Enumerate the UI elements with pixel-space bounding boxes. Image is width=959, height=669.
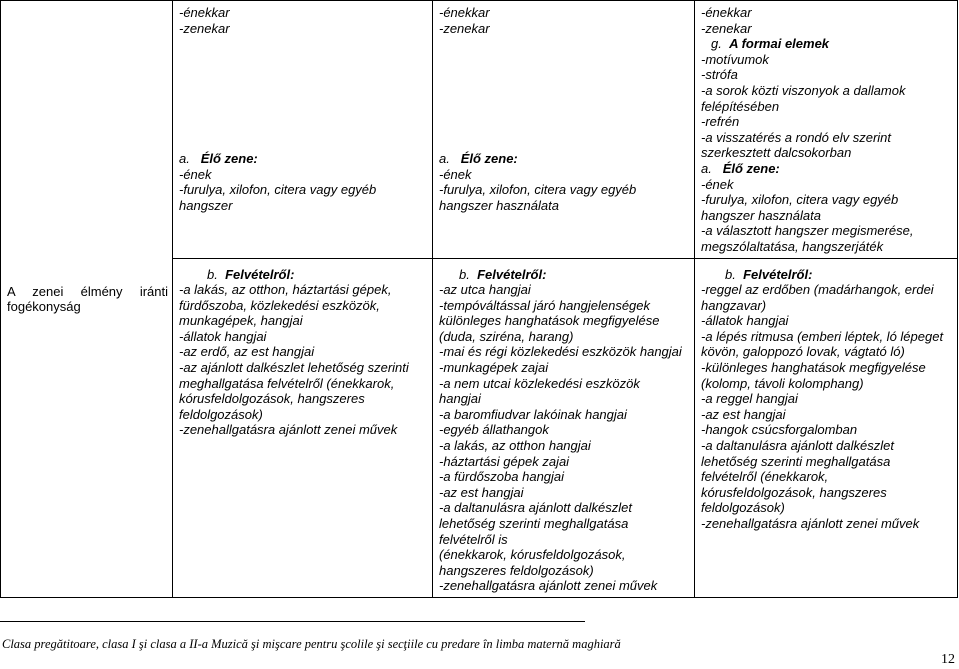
list-item: -zenekar <box>701 20 752 36</box>
page-number: 12 <box>941 652 955 667</box>
row-label-line: fogékonyság <box>7 299 81 315</box>
list-item: -a daltanulásra ajánlott dalkészlet <box>701 438 894 454</box>
list-item: (énekkarok, kórusfeldolgozások, <box>439 547 626 563</box>
cell-col1-bottom <box>173 258 433 597</box>
list-item: -furulya, xilofon, citera vagy egyéb <box>439 182 637 198</box>
list-item: különleges hanghatások megfigyelése <box>439 313 660 329</box>
list-item: szerkesztett dalcsokorban <box>701 145 852 161</box>
list-item: megszólaltatása, hangszerjáték <box>701 238 884 254</box>
list-item: -a fürdőszoba hangjai <box>439 469 565 485</box>
list-item: -a daltanulásra ajánlott dalkészlet <box>439 500 632 516</box>
section-heading: b. Felvételről: <box>459 266 547 282</box>
list-item: meghallgatása felvételről (énekkarok, <box>179 375 395 391</box>
cell-col2-top <box>433 1 695 259</box>
list-item: -zenekar <box>439 20 490 36</box>
list-item: -ének <box>701 176 734 192</box>
section-heading: a. Élő zene: <box>179 151 258 167</box>
row-label-cell <box>1 1 173 598</box>
list-item: feldolgozások) <box>179 406 263 422</box>
section-heading: a. Élő zene: <box>701 160 780 176</box>
list-item: felvételről is <box>439 531 508 547</box>
list-item: -a sorok közti viszonyok a dallamok <box>701 82 906 98</box>
table-row <box>1 1 958 259</box>
list-item: kórusfeldolgozások, hangszeres <box>179 391 365 407</box>
list-item: -az est hangjai <box>439 484 524 500</box>
list-item: hangjai <box>439 391 481 407</box>
page-footer: Clasa pregătitoare, clasa I şi clasa a II-a Muzică şi mişcare pentru şcolile şi secţiile cu predare în limba maternă maghiară <box>2 637 621 651</box>
list-item: -a baromfiudvar lakóinak hangjai <box>439 406 627 422</box>
list-item: -furulya, xilofon, citera vagy egyéb <box>701 192 899 208</box>
list-item: -a lakás, az otthon hangjai <box>439 438 591 454</box>
list-item: -reggel az erdőben (madárhangok, erdei <box>701 282 934 298</box>
section-heading: g. A formai elemek <box>711 36 830 52</box>
list-item: -különleges hanghatások megfigyelése <box>701 360 926 376</box>
list-item: -a lakás, az otthon, háztartási gépek, <box>179 282 392 298</box>
list-item: hangszeres feldolgozások) <box>439 562 594 578</box>
list-item: -az est hangjai <box>701 406 786 422</box>
list-item: hangszer <box>179 197 233 213</box>
list-item: -zenehallgatásra ajánlott zenei művek <box>701 516 920 531</box>
section-heading: a. Élő zene: <box>439 151 518 167</box>
list-item: kórusfeldolgozások, hangszeres <box>701 484 887 500</box>
cell-col3-bottom <box>695 258 958 597</box>
cell-col1-top <box>173 1 433 259</box>
list-item: lehetőség szerinti meghallgatása <box>701 453 891 469</box>
list-item: -motívumok <box>701 51 769 67</box>
list-item: -hangok csúcsforgalomban <box>701 422 858 438</box>
list-item: -strófa <box>701 67 738 83</box>
list-item: -munkagépek zajai <box>439 360 549 376</box>
list-item: -állatok hangjai <box>701 313 789 329</box>
list-item: (kolomp, távoli kolomphang) <box>701 375 864 391</box>
list-item: -mai és régi közlekedési eszközök hangjai <box>439 344 682 360</box>
list-item: felépítésében <box>701 98 780 114</box>
list-item: -háztartási gépek zajai <box>439 453 570 469</box>
cell-col2-bottom <box>433 258 695 597</box>
list-item: -egyéb állathangok <box>439 422 549 438</box>
list-item: -tempóváltással járó hangjelenségek <box>439 297 651 313</box>
list-item: -a reggel hangjai <box>701 391 798 407</box>
list-item: -zenekar <box>179 20 230 36</box>
list-item: felvételről (énekkarok, <box>701 469 829 485</box>
list-item: feldolgozások) <box>701 500 785 516</box>
list-item: munkagépek, hangjai <box>179 313 303 329</box>
section-heading: b. Felvételről: <box>725 266 813 282</box>
list-item: -zenehallgatásra ajánlott zenei művek <box>439 578 658 594</box>
list-item: (duda, sziréna, harang) <box>439 328 574 344</box>
list-item: -énekkar <box>701 5 752 20</box>
list-item: -állatok hangjai <box>179 328 267 344</box>
list-item: -a lépés ritmusa (emberi léptek, ló lépeget <box>701 328 944 344</box>
list-item: -az utca hangjai <box>439 282 531 298</box>
list-item: -ének <box>179 166 212 182</box>
list-item: kövön, galoppozó lovak, vágtató ló) <box>701 344 905 360</box>
list-item: -a nem utcai közlekedési eszközök <box>439 375 640 391</box>
list-item: hangzavar) <box>701 297 767 313</box>
list-item: -zenehallgatásra ajánlott zenei művek <box>179 422 398 438</box>
list-item: fürdőszoba, közlekedési eszközök, <box>179 297 380 313</box>
list-item: -furulya, xilofon, citera vagy egyéb <box>179 182 377 198</box>
list-item: lehetőség szerinti meghallgatása <box>439 516 629 531</box>
list-item: -refrén <box>701 114 740 130</box>
list-item: -az ajánlott dalkészlet lehetőség szerinti <box>179 360 409 376</box>
list-item: -ének <box>439 166 472 182</box>
list-item: hangszer használata <box>439 197 559 213</box>
section-heading: b. Felvételről: <box>207 266 295 282</box>
list-item: -a választott hangszer megismerése, <box>701 223 914 239</box>
list-item: hangszer használata <box>701 207 821 223</box>
list-item: -énekkar <box>179 5 230 20</box>
row-label-line: A zenei élmény iránti <box>7 283 168 299</box>
list-item: -a visszatérés a rondó elv szerint <box>701 129 892 145</box>
footer-divider <box>0 621 585 622</box>
list-item: -az erdő, az est hangjai <box>179 344 315 360</box>
cell-col3-top <box>695 1 958 259</box>
list-item: -énekkar <box>439 5 490 20</box>
